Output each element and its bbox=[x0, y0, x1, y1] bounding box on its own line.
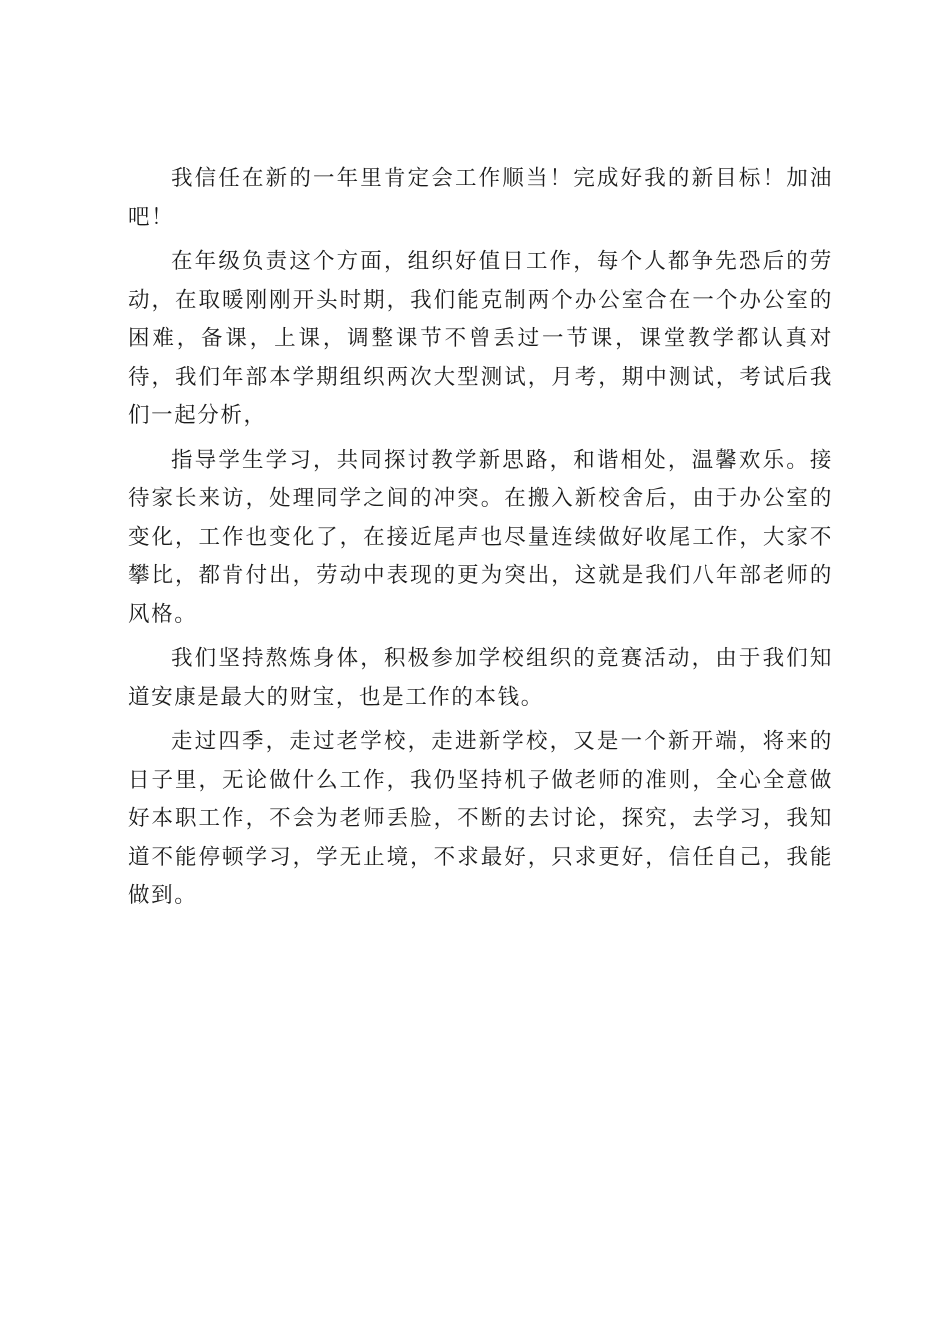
paragraph-5: 走过四季，走过老学校，走进新学校，又是一个新开端，将来的日子里，无论做什么工作，我仍坚持机子做老师的准则，全心全意做好本职工作，不会为老师丢脸，不断的去讨论，探究，去学习，我知道不能停顿学习，学无止境，不求最好，只求更好，信任自己，我能做到。 bbox=[128, 729, 833, 908]
paragraph-2: 在年级负责这个方面，组织好值日工作，每个人都争先恐后的劳动，在取暖刚刚开头时期，我们能克制两个办公室合在一个办公室的困难，备课，上课，调整课节不曾丢过一节课，课堂教学都认真对待，我们年部本学期组织两次大型测试，月考，期中测试，考试后我们一起分析， bbox=[128, 249, 833, 428]
paragraph-4: 我们坚持熬炼身体，积极参加学校组织的竞赛活动，由于我们知道安康是最大的财宝，也是工作的本钱。 bbox=[128, 646, 833, 710]
document-body bbox=[128, 160, 833, 922]
paragraph-1: 我信任在新的一年里肯定会工作顺当！完成好我的新目标！加油吧！ bbox=[128, 166, 833, 230]
paragraph-3: 指导学生学习，共同探讨教学新思路，和谐相处，温馨欢乐。接待家长来访，处理同学之间的冲突。在搬入新校舍后，由于办公室的变化，工作也变化了，在接近尾声也尽量连续做好收尾工作，大家不攀比，都肯付出，劳动中表现的更为突出，这就是我们八年部老师的风格。 bbox=[128, 447, 833, 627]
